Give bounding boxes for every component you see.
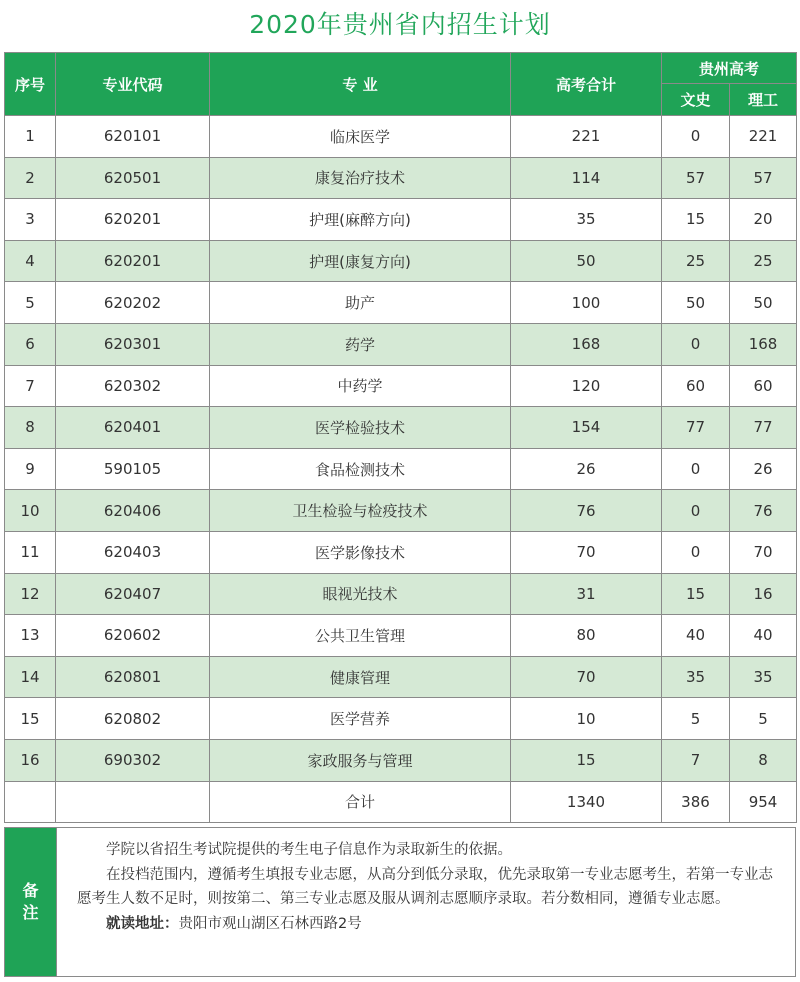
cell-major: 药学 (210, 323, 511, 365)
cell-wenshi: 35 (662, 656, 730, 698)
cell-ligong: 77 (730, 407, 797, 449)
cell-total: 80 (511, 615, 662, 657)
summary-ligong: 954 (730, 781, 797, 822)
cell-total: 76 (511, 490, 662, 532)
cell-ligong: 35 (730, 656, 797, 698)
cell-code: 620401 (56, 407, 210, 449)
cell-code: 690302 (56, 739, 210, 781)
remarks-paragraph-2: 在投档范围内，遵循考生填报专业志愿，从高分到低分录取，优先录取第一专业志愿考生，若第一专业志愿考生人数不足时，则按第二、第三专业志愿及服从调剂志愿顺序录取。若分数相同，遵循专业志愿。 (77, 866, 773, 907)
cell-wenshi: 0 (662, 531, 730, 573)
header-major: 专 业 (210, 53, 511, 116)
header-guizhou: 贵州高考 (662, 53, 797, 84)
cell-ligong: 57 (730, 157, 797, 199)
cell-seq: 3 (5, 199, 56, 241)
summary-row (5, 781, 797, 822)
cell-total: 50 (511, 240, 662, 282)
table-row (5, 490, 797, 532)
cell-code: 620406 (56, 490, 210, 532)
remarks-paragraph-1: 学院以省招生考试院提供的考生电子信息作为录取新生的依据。 (106, 842, 512, 858)
table-row (5, 240, 797, 282)
cell-code: 620302 (56, 365, 210, 407)
cell-wenshi: 0 (662, 490, 730, 532)
cell-major: 卫生检验与检疫技术 (210, 490, 511, 532)
cell-code: 620403 (56, 531, 210, 573)
cell-wenshi: 5 (662, 698, 730, 740)
table-row (5, 365, 797, 407)
cell-total: 26 (511, 448, 662, 490)
cell-seq: 5 (5, 282, 56, 324)
table-row (5, 698, 797, 740)
enrollment-plan-table (4, 52, 797, 823)
cell-wenshi: 25 (662, 240, 730, 282)
remarks-label-char-2: 注 (22, 903, 39, 922)
cell-major: 公共卫生管理 (210, 615, 511, 657)
header-total: 高考合计 (511, 53, 662, 116)
remarks-body (57, 828, 795, 976)
cell-total: 154 (511, 407, 662, 449)
cell-code: 620407 (56, 573, 210, 615)
cell-total: 70 (511, 656, 662, 698)
cell-major: 康复治疗技术 (210, 157, 511, 199)
cell-ligong: 60 (730, 365, 797, 407)
cell-code: 620301 (56, 323, 210, 365)
table-row (5, 116, 797, 158)
cell-seq: 6 (5, 323, 56, 365)
cell-ligong: 70 (730, 531, 797, 573)
cell-ligong: 40 (730, 615, 797, 657)
cell-major: 医学检验技术 (210, 407, 511, 449)
cell-major: 家政服务与管理 (210, 739, 511, 781)
cell-wenshi: 57 (662, 157, 730, 199)
cell-major: 临床医学 (210, 116, 511, 158)
cell-seq: 7 (5, 365, 56, 407)
cell-code: 620802 (56, 698, 210, 740)
table-row (5, 157, 797, 199)
table-row (5, 615, 797, 657)
table-header (5, 53, 797, 116)
table-row (5, 739, 797, 781)
cell-wenshi: 60 (662, 365, 730, 407)
table-body (5, 116, 797, 823)
cell-code: 620101 (56, 116, 210, 158)
header-wenshi: 文史 (662, 84, 730, 116)
page-title: 2020年贵州省内招生计划 (249, 10, 551, 39)
cell-ligong: 5 (730, 698, 797, 740)
cell-seq: 8 (5, 407, 56, 449)
cell-seq: 10 (5, 490, 56, 532)
remarks-address (77, 912, 779, 937)
cell-total: 168 (511, 323, 662, 365)
summary-wenshi: 386 (662, 781, 730, 822)
summary-seq (5, 781, 56, 822)
cell-seq: 4 (5, 240, 56, 282)
cell-total: 10 (511, 698, 662, 740)
cell-ligong: 8 (730, 739, 797, 781)
table-row (5, 282, 797, 324)
cell-total: 35 (511, 199, 662, 241)
cell-ligong: 168 (730, 323, 797, 365)
cell-total: 70 (511, 531, 662, 573)
remarks-label-char-1: 备 (22, 881, 39, 900)
summary-code (56, 781, 210, 822)
cell-ligong: 221 (730, 116, 797, 158)
cell-wenshi: 15 (662, 573, 730, 615)
cell-seq: 2 (5, 157, 56, 199)
table-row (5, 573, 797, 615)
cell-wenshi: 50 (662, 282, 730, 324)
cell-ligong: 20 (730, 199, 797, 241)
cell-seq: 12 (5, 573, 56, 615)
address-label: 就读地址： (106, 915, 179, 932)
table-row (5, 407, 797, 449)
cell-seq: 15 (5, 698, 56, 740)
cell-major: 助产 (210, 282, 511, 324)
cell-ligong: 16 (730, 573, 797, 615)
cell-wenshi: 0 (662, 323, 730, 365)
cell-total: 114 (511, 157, 662, 199)
cell-wenshi: 7 (662, 739, 730, 781)
summary-total: 1340 (511, 781, 662, 822)
cell-wenshi: 0 (662, 116, 730, 158)
table-row (5, 323, 797, 365)
cell-major: 护理(麻醉方向) (210, 199, 511, 241)
cell-wenshi: 77 (662, 407, 730, 449)
cell-code: 620202 (56, 282, 210, 324)
remarks-section (4, 827, 796, 977)
cell-code: 620201 (56, 199, 210, 241)
cell-code: 620602 (56, 615, 210, 657)
cell-wenshi: 15 (662, 199, 730, 241)
cell-total: 100 (511, 282, 662, 324)
cell-code: 590105 (56, 448, 210, 490)
cell-wenshi: 0 (662, 448, 730, 490)
cell-seq: 9 (5, 448, 56, 490)
cell-wenshi: 40 (662, 615, 730, 657)
cell-seq: 1 (5, 116, 56, 158)
cell-code: 620201 (56, 240, 210, 282)
cell-code: 620801 (56, 656, 210, 698)
cell-major: 眼视光技术 (210, 573, 511, 615)
cell-major: 食品检测技术 (210, 448, 511, 490)
summary-label: 合计 (210, 781, 511, 822)
cell-seq: 16 (5, 739, 56, 781)
cell-major: 医学营养 (210, 698, 511, 740)
cell-ligong: 26 (730, 448, 797, 490)
table-row (5, 448, 797, 490)
table-row (5, 199, 797, 241)
cell-major: 中药学 (210, 365, 511, 407)
cell-major: 护理(康复方向) (210, 240, 511, 282)
header-code: 专业代码 (56, 53, 210, 116)
cell-seq: 13 (5, 615, 56, 657)
remarks-label (5, 828, 57, 976)
cell-major: 健康管理 (210, 656, 511, 698)
table-row (5, 531, 797, 573)
cell-seq: 11 (5, 531, 56, 573)
cell-total: 15 (511, 739, 662, 781)
cell-code: 620501 (56, 157, 210, 199)
cell-seq: 14 (5, 656, 56, 698)
header-ligong: 理工 (730, 84, 797, 116)
cell-ligong: 25 (730, 240, 797, 282)
address-value: 贵阳市观山湖区石林西路2号 (178, 915, 362, 932)
table-row (5, 656, 797, 698)
cell-ligong: 76 (730, 490, 797, 532)
cell-ligong: 50 (730, 282, 797, 324)
cell-total: 221 (511, 116, 662, 158)
cell-major: 医学影像技术 (210, 531, 511, 573)
cell-total: 31 (511, 573, 662, 615)
cell-total: 120 (511, 365, 662, 407)
header-seq: 序号 (5, 53, 56, 116)
